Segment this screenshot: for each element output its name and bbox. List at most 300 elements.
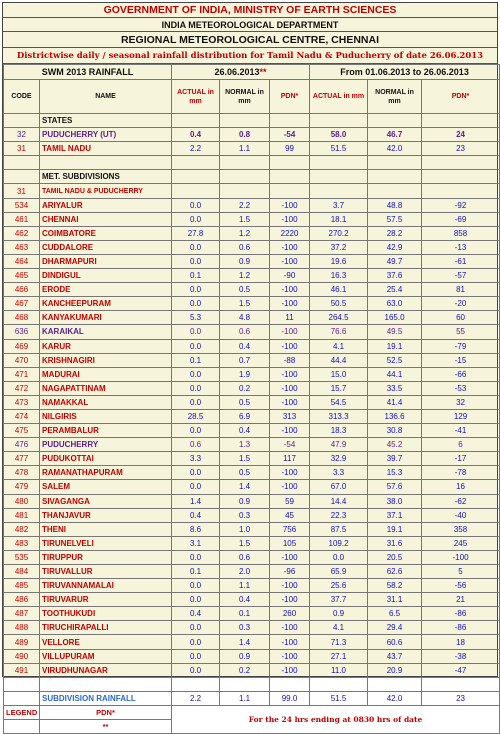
row-code: 471	[4, 367, 40, 381]
row-p1: -54	[270, 438, 310, 452]
row-a2: 16.3	[310, 269, 368, 283]
table-row	[4, 480, 500, 494]
row-n2: 62.6	[368, 565, 422, 579]
row-name: TIRUVANNAMALAI	[40, 579, 172, 593]
row-name: THENI	[40, 522, 172, 536]
table-row	[4, 353, 500, 367]
row-a1: 2.2	[172, 142, 220, 156]
row-a2: 4.1	[310, 621, 368, 635]
row-code: 480	[4, 494, 40, 508]
table-row	[4, 494, 500, 508]
row-n1: 0.6	[220, 325, 270, 339]
row-n1: 0.5	[220, 466, 270, 480]
table-row	[4, 212, 500, 226]
subdiv-section-row	[4, 170, 500, 184]
row-n1: 0.9	[220, 494, 270, 508]
row-a1: 0.0	[172, 297, 220, 311]
row-code: 534	[4, 198, 40, 212]
row-code: 491	[4, 663, 40, 677]
swm-title: SWM 2013 RAINFALL	[4, 65, 172, 80]
row-a2: 67.0	[310, 480, 368, 494]
row-p2: -66	[422, 367, 500, 381]
row-p2: -100	[422, 550, 500, 564]
row-code: 468	[4, 311, 40, 325]
row-code: 467	[4, 297, 40, 311]
row-n2: 29.4	[368, 621, 422, 635]
row-n1: 0.4	[220, 339, 270, 353]
row-a1: 0.0	[172, 283, 220, 297]
row-code: 482	[4, 522, 40, 536]
row-n1: 4.8	[220, 311, 270, 325]
subdiv-label: MET. SUBDIVISIONS	[40, 170, 172, 184]
row-name: RAMANATHAPURAM	[40, 466, 172, 480]
row-n2: 38.0	[368, 494, 422, 508]
row-a1: 0.0	[172, 579, 220, 593]
row-a1: 0.0	[172, 367, 220, 381]
row-n2: 39.7	[368, 452, 422, 466]
row-name: COIMBATORE	[40, 226, 172, 240]
row-code: 476	[4, 438, 40, 452]
states-section-row	[4, 114, 500, 128]
row-a2: 50.5	[310, 297, 368, 311]
row-n2: 15.3	[368, 466, 422, 480]
row-p2: 24	[422, 128, 500, 142]
row-p1: -100	[270, 198, 310, 212]
row-code: 478	[4, 466, 40, 480]
row-p1: 105	[270, 536, 310, 550]
row-code: 535	[4, 550, 40, 564]
row-n2: 165.0	[368, 311, 422, 325]
row-n1: 1.2	[220, 269, 270, 283]
row-n1: 0.3	[220, 621, 270, 635]
row-a2: 109.2	[310, 536, 368, 550]
row-name: TIRUVALLUR	[40, 565, 172, 579]
col-code: CODE	[4, 80, 40, 114]
row-p2: 81	[422, 283, 500, 297]
period-range: From 01.06.2013 to 26.06.2013	[310, 65, 500, 80]
row-a2: 18.3	[310, 424, 368, 438]
row-p1: -54	[270, 128, 310, 142]
row-a2: 22.3	[310, 508, 368, 522]
row-a2: 14.4	[310, 494, 368, 508]
row-p2: -41	[422, 424, 500, 438]
row-p1: 99	[270, 142, 310, 156]
row-p2: 55	[422, 325, 500, 339]
row-a2: 47.9	[310, 438, 368, 452]
row-a1: 0.0	[172, 593, 220, 607]
row-name: ERODE	[40, 283, 172, 297]
col-pdn-period: PDN*	[422, 80, 500, 114]
row-a2: 11.0	[310, 663, 368, 677]
state-row	[4, 142, 500, 156]
row-a2: 18.1	[310, 212, 368, 226]
row-n1: 2.2	[220, 198, 270, 212]
table-row	[4, 325, 500, 339]
table-row	[4, 240, 500, 254]
row-p2: -61	[422, 254, 500, 268]
table-row	[4, 579, 500, 593]
row-code: 483	[4, 536, 40, 550]
row-code: 465	[4, 269, 40, 283]
table-row	[4, 508, 500, 522]
daily-date-cell	[172, 65, 310, 80]
row-p1: 117	[270, 452, 310, 466]
row-n1: 0.8	[220, 128, 270, 142]
row-a2: 15.7	[310, 381, 368, 395]
row-p1: 2220	[270, 226, 310, 240]
row-code: 469	[4, 339, 40, 353]
table-row	[4, 395, 500, 409]
row-p1: -100	[270, 550, 310, 564]
row-name: NILGIRIS	[40, 409, 172, 423]
row-n1: 1.1	[220, 579, 270, 593]
col-name: NAME	[40, 80, 172, 114]
row-a1: 8.6	[172, 522, 220, 536]
row-code: 484	[4, 565, 40, 579]
column-header-row	[4, 80, 500, 114]
row-a1: 0.0	[172, 635, 220, 649]
row-n2: 31.6	[368, 536, 422, 550]
row-code: 462	[4, 226, 40, 240]
row-p2: -86	[422, 621, 500, 635]
summary-p2: 23	[422, 691, 500, 705]
row-a1: 0.0	[172, 621, 220, 635]
row-p2: -40	[422, 508, 500, 522]
subdiv-name: TAMIL NADU & PUDUCHERRY	[40, 184, 172, 198]
row-n1: 0.5	[220, 395, 270, 409]
row-a2: 46.1	[310, 283, 368, 297]
row-p2: -86	[422, 607, 500, 621]
row-name: TIRUPPUR	[40, 550, 172, 564]
row-n1: 1.3	[220, 438, 270, 452]
row-name: THANJAVUR	[40, 508, 172, 522]
row-code: 32	[4, 128, 40, 142]
col-actual-period: ACTUAL in mm	[310, 80, 368, 114]
subdivision-rainfall-row	[4, 691, 500, 705]
row-a2: 270.2	[310, 226, 368, 240]
legend-note: For the 24 hrs ending at 0830 hrs of date	[172, 705, 500, 733]
summary-p1: 99.0	[270, 691, 310, 705]
row-p1: -100	[270, 325, 310, 339]
row-n1: 1.9	[220, 367, 270, 381]
row-code: 475	[4, 424, 40, 438]
row-n1: 2.0	[220, 565, 270, 579]
row-n1: 0.6	[220, 240, 270, 254]
row-name: CHENNAI	[40, 212, 172, 226]
state-row	[4, 128, 500, 142]
row-p1: -100	[270, 297, 310, 311]
row-p2: 5	[422, 565, 500, 579]
row-p1: -100	[270, 649, 310, 663]
subdiv-row	[4, 184, 500, 198]
row-code: 489	[4, 635, 40, 649]
row-n2: 58.2	[368, 579, 422, 593]
row-a2: 37.2	[310, 240, 368, 254]
row-code: 470	[4, 353, 40, 367]
row-a1: 3.3	[172, 452, 220, 466]
row-name: KRISHNAGIRI	[40, 353, 172, 367]
row-n2: 43.7	[368, 649, 422, 663]
row-a2: 3.7	[310, 198, 368, 212]
row-n2: 63.0	[368, 297, 422, 311]
table-row	[4, 424, 500, 438]
row-n1: 0.9	[220, 649, 270, 663]
row-code: 490	[4, 649, 40, 663]
row-a1: 0.6	[172, 438, 220, 452]
table-top-row	[4, 65, 500, 80]
row-a1: 0.0	[172, 240, 220, 254]
row-code: 473	[4, 395, 40, 409]
row-a1: 0.1	[172, 353, 220, 367]
row-name: MADURAI	[40, 367, 172, 381]
row-n1: 0.6	[220, 550, 270, 564]
row-a2: 264.5	[310, 311, 368, 325]
row-a1: 0.4	[172, 128, 220, 142]
report-subtitle: Districtwise daily / seasonal rainfall distribution for Tamil Nadu & Puducherry of date 26.06.2013	[3, 48, 497, 64]
row-n1: 1.4	[220, 480, 270, 494]
row-p2: -47	[422, 663, 500, 677]
row-a2: 87.5	[310, 522, 368, 536]
legend-pdn: PDN*	[40, 705, 172, 719]
row-p1: -100	[270, 283, 310, 297]
row-a2: 65.9	[310, 565, 368, 579]
row-p2: -79	[422, 339, 500, 353]
row-p2: 60	[422, 311, 500, 325]
rainfall-table	[3, 64, 500, 734]
row-n1: 1.5	[220, 212, 270, 226]
row-n2: 48.8	[368, 198, 422, 212]
table-row	[4, 311, 500, 325]
table-row	[4, 550, 500, 564]
row-n1: 0.2	[220, 663, 270, 677]
row-name: NAMAKKAL	[40, 395, 172, 409]
table-row	[4, 466, 500, 480]
row-p2: -92	[422, 198, 500, 212]
row-a1: 0.4	[172, 508, 220, 522]
col-actual-daily: ACTUAL in mm	[172, 80, 220, 114]
row-p1: 756	[270, 522, 310, 536]
row-code: 474	[4, 409, 40, 423]
row-n1: 0.3	[220, 508, 270, 522]
row-a2: 27.1	[310, 649, 368, 663]
table-row	[4, 522, 500, 536]
row-name: SIVAGANGA	[40, 494, 172, 508]
row-n2: 44.1	[368, 367, 422, 381]
row-name: VILLUPURAM	[40, 649, 172, 663]
row-code: 472	[4, 381, 40, 395]
subdiv-code: 31	[4, 184, 40, 198]
spacer-row	[4, 156, 500, 170]
row-a1: 0.4	[172, 607, 220, 621]
row-p2: 23	[422, 142, 500, 156]
row-p2: -13	[422, 240, 500, 254]
row-p1: 313	[270, 409, 310, 423]
row-a1: 0.0	[172, 212, 220, 226]
row-name: TOOTHUKUDI	[40, 607, 172, 621]
row-code: 461	[4, 212, 40, 226]
row-n2: 30.8	[368, 424, 422, 438]
row-n2: 45.2	[368, 438, 422, 452]
table-row	[4, 452, 500, 466]
states-label: STATES	[40, 114, 172, 128]
row-name: TAMIL NADU	[40, 142, 172, 156]
col-normal-daily: NORMAL in mm	[220, 80, 270, 114]
row-a2: 58.0	[310, 128, 368, 142]
row-name: KANYAKUMARI	[40, 311, 172, 325]
row-a1: 3.1	[172, 536, 220, 550]
row-p2: 16	[422, 480, 500, 494]
row-n2: 31.1	[368, 593, 422, 607]
row-name: TIRUNELVELI	[40, 536, 172, 550]
row-p1: -100	[270, 212, 310, 226]
row-n2: 57.5	[368, 212, 422, 226]
row-n2: 60.6	[368, 635, 422, 649]
row-name: DHARMAPURI	[40, 254, 172, 268]
row-p1: -100	[270, 339, 310, 353]
table-row	[4, 438, 500, 452]
row-a1: 28.5	[172, 409, 220, 423]
row-a1: 0.0	[172, 424, 220, 438]
row-p1: -88	[270, 353, 310, 367]
row-a1: 1.4	[172, 494, 220, 508]
row-a1: 0.0	[172, 325, 220, 339]
row-n2: 28.2	[368, 226, 422, 240]
row-p1: 45	[270, 508, 310, 522]
row-n1: 1.1	[220, 142, 270, 156]
table-row	[4, 621, 500, 635]
row-p1: -100	[270, 395, 310, 409]
table-row	[4, 565, 500, 579]
row-a1: 0.0	[172, 550, 220, 564]
table-row	[4, 269, 500, 283]
row-n2: 19.1	[368, 339, 422, 353]
row-p2: 32	[422, 395, 500, 409]
row-name: KARAIKAL	[40, 325, 172, 339]
summary-label: SUBDIVISION RAINFALL	[40, 691, 172, 705]
row-p2: -56	[422, 579, 500, 593]
table-row	[4, 297, 500, 311]
row-a1: 0.0	[172, 198, 220, 212]
rainfall-report-sheet	[2, 2, 498, 731]
row-code: 636	[4, 325, 40, 339]
row-p1: 260	[270, 607, 310, 621]
table-row	[4, 649, 500, 663]
row-code: 487	[4, 607, 40, 621]
row-n2: 57.6	[368, 480, 422, 494]
row-code: 488	[4, 621, 40, 635]
row-n2: 52.5	[368, 353, 422, 367]
table-row	[4, 283, 500, 297]
summary-a2: 51.5	[310, 691, 368, 705]
row-p2: -17	[422, 452, 500, 466]
row-a2: 3.3	[310, 466, 368, 480]
row-p1: -100	[270, 579, 310, 593]
row-p1: -100	[270, 466, 310, 480]
row-n2: 42.0	[368, 142, 422, 156]
table-row	[4, 536, 500, 550]
row-p1: -100	[270, 254, 310, 268]
row-n2: 6.5	[368, 607, 422, 621]
row-name: CUDDALORE	[40, 240, 172, 254]
row-n1: 0.1	[220, 607, 270, 621]
row-n2: 37.1	[368, 508, 422, 522]
daily-date-mark: **	[259, 66, 267, 77]
regional-centre-title: REGIONAL METEOROLOGICAL CENTRE, CHENNAI	[3, 32, 497, 48]
row-name: NAGAPATTINAM	[40, 381, 172, 395]
row-name: KARUR	[40, 339, 172, 353]
row-n1: 0.4	[220, 424, 270, 438]
row-n2: 136.6	[368, 409, 422, 423]
row-p1: -100	[270, 480, 310, 494]
row-code: 466	[4, 283, 40, 297]
row-a1: 5.3	[172, 311, 220, 325]
row-p2: 21	[422, 593, 500, 607]
row-p1: -96	[270, 565, 310, 579]
row-code: 31	[4, 142, 40, 156]
row-p1: -90	[270, 269, 310, 283]
row-p2: -20	[422, 297, 500, 311]
row-n2: 37.6	[368, 269, 422, 283]
row-a2: 15.0	[310, 367, 368, 381]
row-p1: -100	[270, 621, 310, 635]
row-p2: 245	[422, 536, 500, 550]
row-a2: 0.9	[310, 607, 368, 621]
table-row	[4, 663, 500, 677]
row-code: 464	[4, 254, 40, 268]
row-a2: 44.4	[310, 353, 368, 367]
row-a1: 0.0	[172, 480, 220, 494]
row-n1: 1.5	[220, 297, 270, 311]
row-n2: 19.1	[368, 522, 422, 536]
row-p1: -100	[270, 635, 310, 649]
summary-n1: 1.1	[220, 691, 270, 705]
row-p2: -15	[422, 353, 500, 367]
legend-row	[4, 705, 500, 719]
row-name: PUDUCHERRY (UT)	[40, 128, 172, 142]
row-a2: 54.5	[310, 395, 368, 409]
ministry-title: GOVERNMENT OF INDIA, MINISTRY OF EARTH SCIENCES	[3, 3, 497, 18]
row-code: 485	[4, 579, 40, 593]
col-normal-period: NORMAL in mm	[368, 80, 422, 114]
row-a1: 0.1	[172, 269, 220, 283]
row-n1: 0.7	[220, 353, 270, 367]
legend-stars: **	[40, 719, 172, 733]
row-n1: 1.5	[220, 536, 270, 550]
row-p2: 858	[422, 226, 500, 240]
table-row	[4, 367, 500, 381]
row-a2: 76.6	[310, 325, 368, 339]
row-n2: 20.9	[368, 663, 422, 677]
row-p1: -100	[270, 367, 310, 381]
row-a1: 0.0	[172, 254, 220, 268]
row-p1: -100	[270, 240, 310, 254]
row-n2: 20.5	[368, 550, 422, 564]
row-p2: 129	[422, 409, 500, 423]
row-name: DINDIGUL	[40, 269, 172, 283]
row-a2: 19.6	[310, 254, 368, 268]
row-p2: -53	[422, 381, 500, 395]
row-code: 481	[4, 508, 40, 522]
row-n2: 46.7	[368, 128, 422, 142]
row-n2: 42.9	[368, 240, 422, 254]
spacer-row	[4, 677, 500, 691]
row-a2: 32.9	[310, 452, 368, 466]
row-name: PERAMBALUR	[40, 424, 172, 438]
table-row	[4, 226, 500, 240]
row-p2: -78	[422, 466, 500, 480]
row-a2: 71.3	[310, 635, 368, 649]
row-n2: 41.4	[368, 395, 422, 409]
